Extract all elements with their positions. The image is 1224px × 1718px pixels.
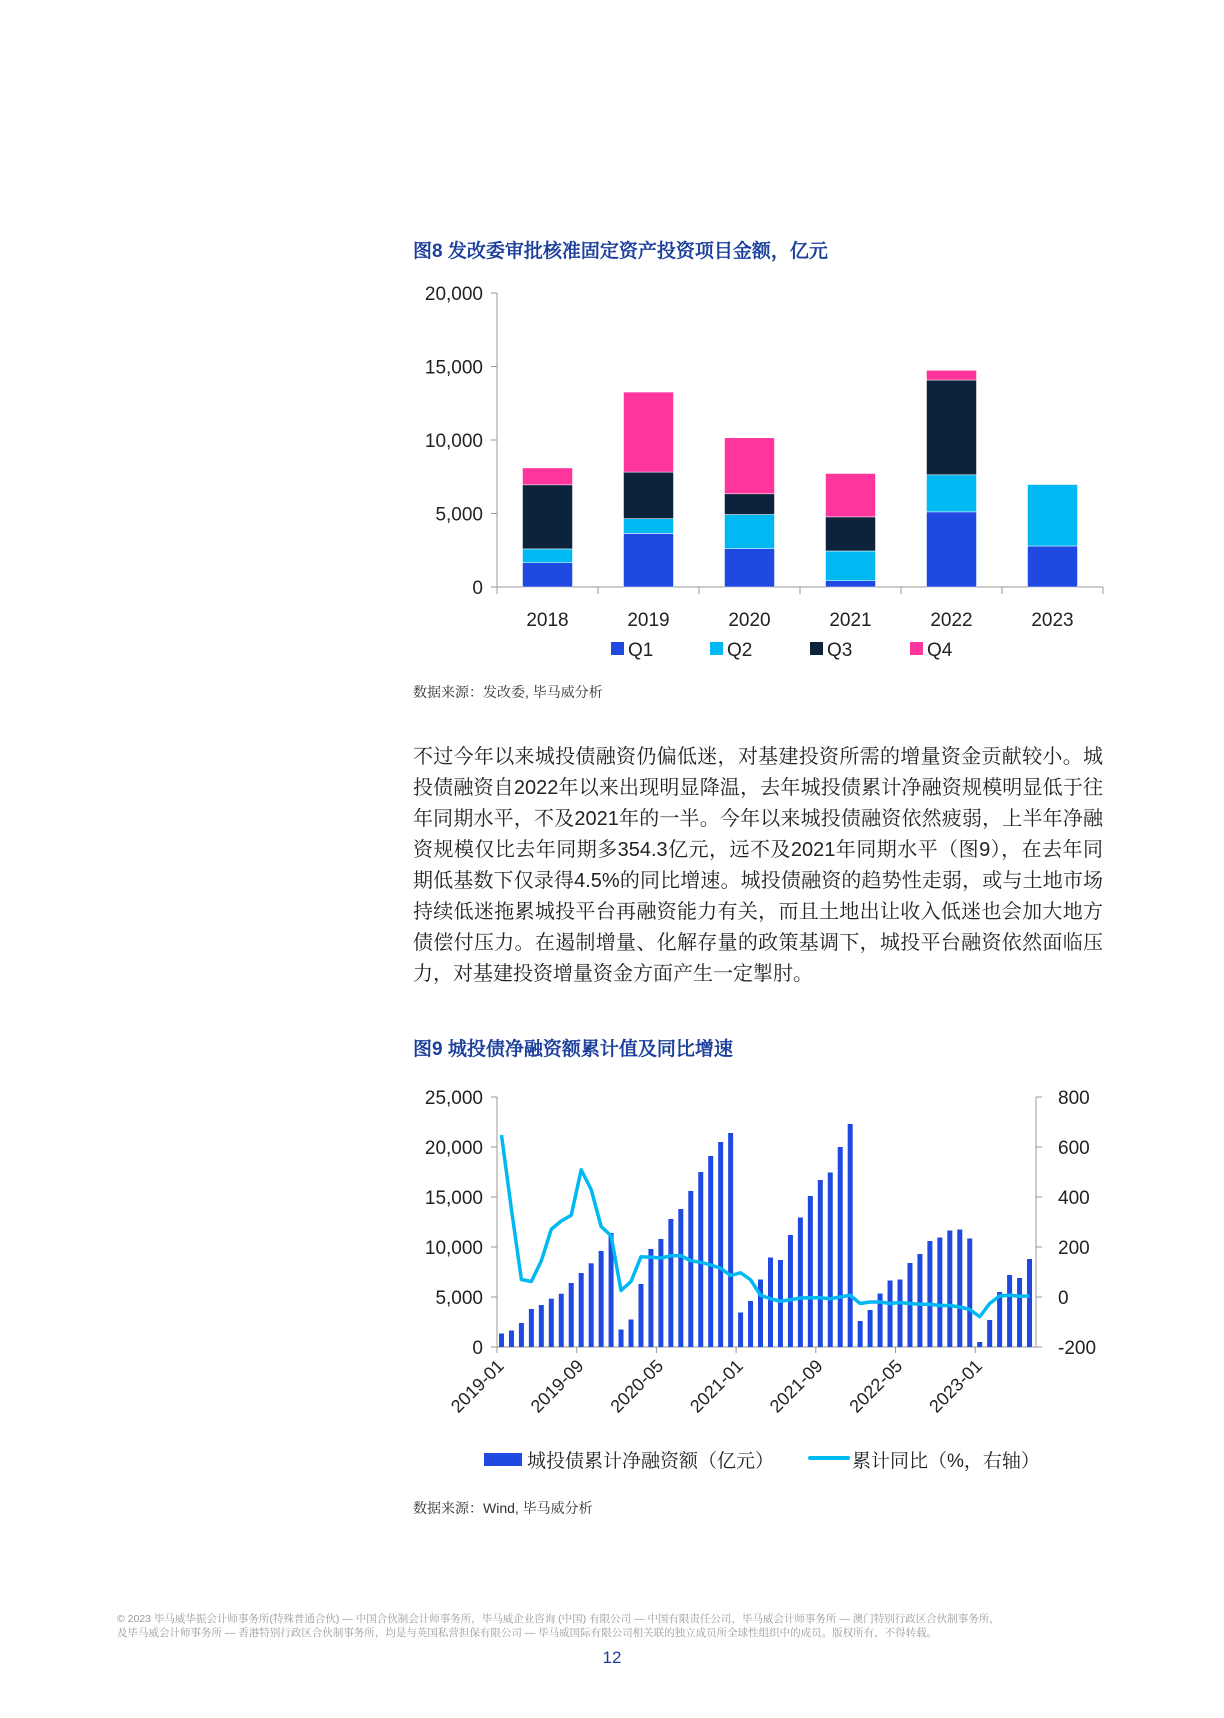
paragraph-line: 投债融资自2022年以来出现明显降温，去年城投债累计净融资规模明显低于往 xyxy=(413,777,1103,799)
x-tick-label: 2020 xyxy=(728,610,771,631)
bar xyxy=(559,1294,564,1347)
bar xyxy=(868,1310,873,1347)
bar xyxy=(977,1342,982,1347)
paragraph-line: 债偿付压力。在遏制增量、化解存量的政策基调下，城投平台融资依然面临压 xyxy=(413,932,1103,954)
figure9-title: 图9 城投债净融资额累计值及同比增速 xyxy=(413,1039,733,1060)
bar xyxy=(898,1280,903,1348)
bar xyxy=(848,1124,853,1347)
bar-q4 xyxy=(624,392,674,472)
x-tick-label: 2023 xyxy=(1031,610,1074,631)
bar-q4 xyxy=(927,370,977,380)
legend-label: 城投债累计净融资额（亿元） xyxy=(527,1451,775,1472)
paragraph-line: 持续低迷拖累城投平台再融资能力有关，而且土地出让收入低迷也会加大地方 xyxy=(413,901,1103,923)
bar xyxy=(738,1313,743,1348)
legend-label: Q4 xyxy=(927,640,953,661)
x-tick-label: 2018 xyxy=(526,610,569,631)
bar-q2 xyxy=(927,475,977,512)
bar xyxy=(569,1283,574,1347)
page-number: 12 xyxy=(602,1648,622,1667)
paragraph-line: 力，对基建投资增量资金方面产生一定掣肘。 xyxy=(413,963,813,985)
right-y-tick-label: -200 xyxy=(1058,1338,1097,1359)
bar xyxy=(549,1299,554,1347)
bar xyxy=(1027,1259,1032,1347)
figure8-chart xyxy=(380,270,1140,670)
right-y-tick-label: 600 xyxy=(1058,1138,1090,1159)
bar xyxy=(788,1235,793,1347)
body-paragraph xyxy=(413,742,1103,990)
bar xyxy=(838,1147,843,1347)
bar xyxy=(519,1323,524,1347)
bar xyxy=(888,1281,893,1348)
bar-q2 xyxy=(725,515,775,549)
legend-label: Q3 xyxy=(827,640,853,661)
bar xyxy=(708,1156,713,1347)
right-y-tick-label: 800 xyxy=(1058,1088,1090,1109)
bar-q1 xyxy=(725,549,775,587)
figure8-source: 数据来源：发改委, 毕马威分析 xyxy=(413,684,603,700)
bar-q3 xyxy=(624,472,674,519)
bar xyxy=(967,1239,972,1348)
legend-label: Q1 xyxy=(628,640,654,661)
bar xyxy=(987,1320,992,1347)
left-y-tick-label: 15,000 xyxy=(424,1188,483,1209)
bar xyxy=(629,1320,634,1348)
left-y-tick-label: 5,000 xyxy=(435,1288,483,1309)
bar xyxy=(648,1249,653,1347)
bar xyxy=(579,1273,584,1347)
legend-swatch-q3 xyxy=(810,642,823,655)
legend-label: Q2 xyxy=(727,640,753,661)
bar xyxy=(589,1263,594,1347)
paragraph-line: 不过今年以来城投债融资仍偏低迷，对基建投资所需的增量资金贡献较小。城 xyxy=(413,746,1103,768)
bar xyxy=(658,1239,663,1347)
x-tick-label: 2019 xyxy=(627,610,670,631)
bar xyxy=(499,1334,504,1348)
bar-q3 xyxy=(826,517,876,551)
bar-q2 xyxy=(523,549,573,563)
bar xyxy=(599,1251,604,1347)
paragraph-line: 年同期水平，不及2021年的一半。今年以来城投债融资依然疲弱，上半年净融 xyxy=(413,808,1103,830)
bar-q1 xyxy=(523,563,573,587)
x-tick-label: 2021 xyxy=(829,610,872,631)
bar xyxy=(927,1241,932,1347)
legend-swatch-q1 xyxy=(611,642,624,655)
bar xyxy=(539,1305,544,1347)
x-tick-label: 2022 xyxy=(930,610,973,631)
footer-line: © 2023 毕马威华振会计师事务所(特殊普通合伙) — 中国合伙制会计师事务所，毕马威企业咨询 (中国) 有限公司 — 中国有限责任公司，毕马威会计师事务所 — 澳门特别行政区合伙制事务所， xyxy=(117,1613,1000,1625)
bar-q3 xyxy=(725,494,775,515)
bar xyxy=(828,1173,833,1348)
bar xyxy=(997,1292,1002,1347)
bar xyxy=(748,1301,753,1347)
bar xyxy=(509,1331,514,1348)
legend-swatch-q4 xyxy=(910,642,923,655)
bar xyxy=(957,1230,962,1348)
bar xyxy=(668,1219,673,1347)
left-y-tick-label: 20,000 xyxy=(424,1138,483,1159)
x-tick-label: 2021-01 xyxy=(686,1355,747,1417)
bar xyxy=(638,1284,643,1347)
bar xyxy=(1007,1275,1012,1347)
bar-q1 xyxy=(1028,546,1078,587)
y-tick-label: 5,000 xyxy=(435,504,483,526)
x-tick-label: 2019-09 xyxy=(526,1355,588,1417)
bar-q1 xyxy=(624,533,674,587)
bar xyxy=(858,1321,863,1347)
bar-q3 xyxy=(523,485,573,549)
bar-q1 xyxy=(927,512,977,587)
left-y-tick-label: 25,000 xyxy=(424,1088,483,1109)
paragraph-line: 资规模仅比去年同期多354.3亿元，远不及2021年同期水平（图9），在去年同 xyxy=(413,839,1103,861)
bar-q3 xyxy=(927,380,977,475)
bar-q4 xyxy=(725,438,775,494)
bar xyxy=(688,1191,693,1347)
bar xyxy=(768,1258,773,1348)
left-y-tick-label: 10,000 xyxy=(424,1238,483,1259)
bar xyxy=(798,1218,803,1348)
bar-q2 xyxy=(624,519,674,534)
bar xyxy=(619,1330,624,1348)
y-tick-label: 10,000 xyxy=(424,431,483,452)
footer-copyright xyxy=(117,1612,1107,1640)
bar xyxy=(728,1133,733,1347)
bar xyxy=(529,1309,534,1347)
bar-q1 xyxy=(826,581,876,587)
x-tick-label: 2022-05 xyxy=(845,1355,907,1417)
legend-label: 累计同比（%，右轴） xyxy=(852,1451,1040,1472)
y-tick-label: 20,000 xyxy=(424,284,483,305)
y-tick-label: 15,000 xyxy=(424,357,483,379)
x-tick-label: 2023-01 xyxy=(925,1355,987,1417)
bar xyxy=(818,1180,823,1347)
figure9-chart xyxy=(380,1080,1140,1480)
x-tick-label: 2019-01 xyxy=(446,1355,508,1417)
figure9-source: 数据来源：Wind, 毕马威分析 xyxy=(413,1500,593,1516)
bar xyxy=(698,1172,703,1347)
y-tick-label: 0 xyxy=(472,578,483,599)
left-y-tick-label: 0 xyxy=(472,1338,483,1359)
bar xyxy=(678,1209,683,1347)
right-y-tick-label: 0 xyxy=(1058,1288,1069,1309)
bar-q4 xyxy=(523,468,573,485)
legend-swatch-q2 xyxy=(710,642,723,655)
paragraph-line: 期低基数下仅录得4.5%的同比增速。城投债融资的趋势性走弱，或与土地市场 xyxy=(413,870,1103,892)
bar xyxy=(1017,1278,1022,1347)
right-y-tick-label: 200 xyxy=(1058,1238,1090,1259)
bar xyxy=(917,1254,922,1347)
x-tick-label: 2020-05 xyxy=(606,1355,668,1417)
legend-swatch-bar xyxy=(484,1453,522,1466)
bar xyxy=(947,1231,952,1348)
bar-q4 xyxy=(826,474,876,517)
bar-q2 xyxy=(826,551,876,581)
footer-line: 及毕马威会计师事务所 — 香港特别行政区合伙制事务所，均是与英国私营担保有限公司 — 毕马威国际有限公司相关联的独立成员所全球性组织中的成员。版权所有，不得转载。 xyxy=(117,1627,938,1639)
bar xyxy=(808,1196,813,1347)
bar xyxy=(778,1260,783,1347)
bar xyxy=(718,1142,723,1347)
bar-q2 xyxy=(1028,485,1078,546)
figure8-title: 图8 发改委审批核准固定资产投资项目金额，亿元 xyxy=(413,241,828,262)
right-y-tick-label: 400 xyxy=(1058,1188,1090,1209)
bar xyxy=(937,1238,942,1348)
x-tick-label: 2021-09 xyxy=(765,1355,827,1417)
